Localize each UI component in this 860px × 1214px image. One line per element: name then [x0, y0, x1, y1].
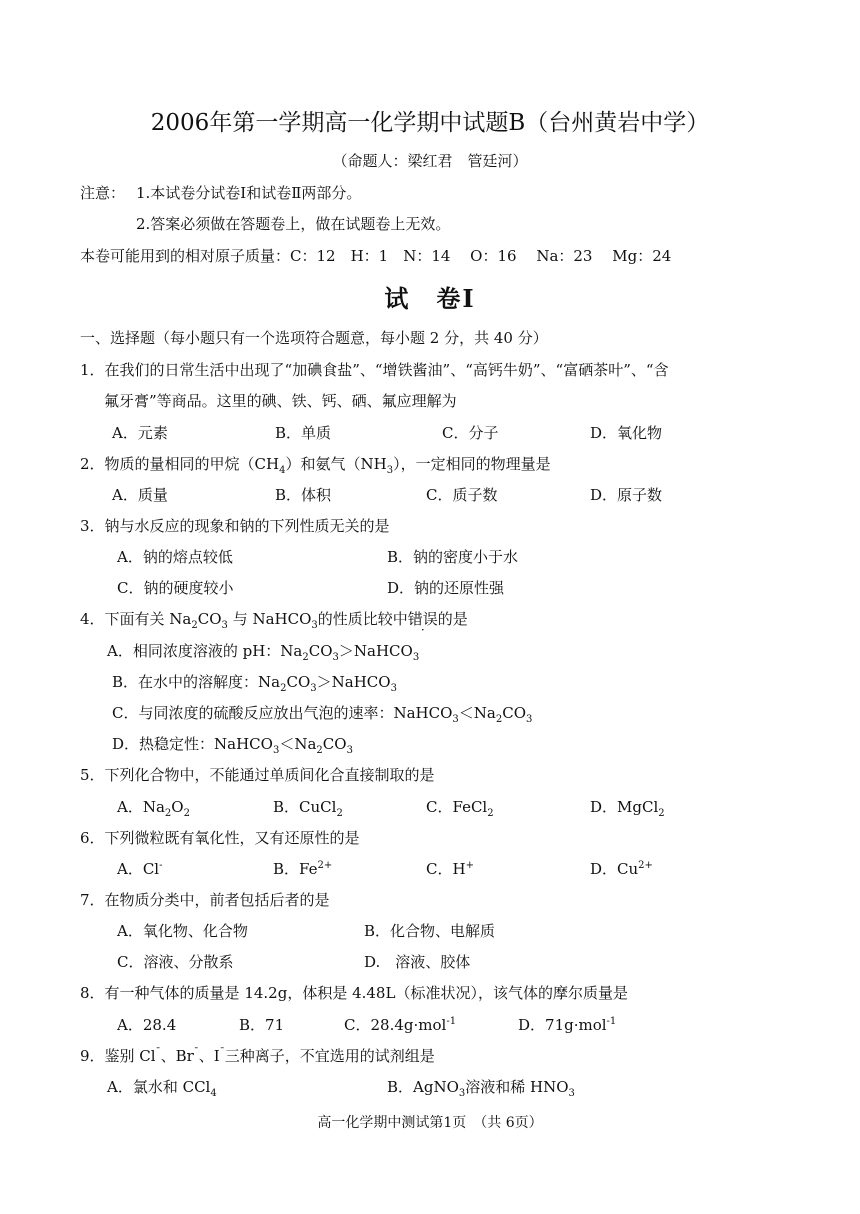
- question-1-option-a: A．元素: [112, 424, 168, 442]
- subscript: 4: [210, 1088, 217, 1099]
- question-3-option-a: A．钠的熔点较低: [117, 548, 233, 566]
- superscript: -1: [606, 1016, 617, 1027]
- authors-line: （命题人：梁红君 管廷河）: [332, 152, 528, 170]
- subscript: 3: [526, 714, 533, 725]
- subscript: 2: [495, 714, 503, 725]
- question-4-option-a: [107, 641, 419, 661]
- superscript: 2+: [317, 860, 333, 871]
- question-5-option-a: [117, 797, 190, 817]
- subscript: 2: [658, 808, 665, 819]
- emphasis-word: 错误: [407, 610, 438, 628]
- question-3-stem: 3．钠与水反应的现象和钠的下列性质无关的是: [80, 517, 390, 535]
- question-7-option-a: A．氧化物、化合物: [117, 922, 248, 940]
- subscript: 2: [191, 620, 198, 631]
- question-9-stem-mid: 、Br: [160, 1047, 194, 1065]
- subscript: 3: [310, 683, 317, 694]
- page-footer: 高一化学期中测试第1页 （共 6页）: [317, 1115, 543, 1131]
- question-7-option-b: B．化合物、电解质: [364, 922, 496, 940]
- question-8-option-d: [518, 1015, 616, 1035]
- option-text: D．71g·mol: [518, 1016, 607, 1034]
- question-4-stem-mid2: 与 NaHCO: [227, 610, 312, 628]
- question-9-option-a: [107, 1077, 217, 1097]
- question-7-stem: 7．在物质分类中，前者包括后者的是: [80, 891, 330, 909]
- subscript: 4: [279, 465, 286, 476]
- subscript: 3: [311, 620, 318, 631]
- question-2-option-c: C．质子数: [426, 486, 498, 504]
- question-4-stem-pre: 4．下面有关 Na: [80, 610, 192, 628]
- question-2-option-a: A．质量: [112, 486, 168, 504]
- subscript: 2: [183, 808, 190, 819]
- option-text: CO: [502, 704, 527, 722]
- option-text: ＜Na: [458, 704, 496, 722]
- option-text: B．Fe: [273, 860, 318, 878]
- question-6-option-c: [426, 859, 474, 879]
- question-4-stem-end: 的是: [437, 610, 468, 628]
- subscript: 2: [487, 808, 494, 819]
- option-text: CO: [308, 642, 333, 660]
- question-4-stem-post: 的性质比较中: [317, 610, 408, 628]
- question-2-stem-mid: ）和氨气（NH: [285, 455, 387, 473]
- subscript: 3: [412, 652, 420, 663]
- question-3-option-c: C．钠的硬度较小: [117, 579, 234, 597]
- question-3-option-d: D．钠的还原性强: [387, 579, 505, 597]
- option-text: ＞NaHCO: [338, 642, 413, 660]
- question-4-option-c: [112, 703, 532, 723]
- option-text: C．28.4g·mol: [344, 1016, 447, 1034]
- subscript: 3: [568, 1088, 575, 1099]
- option-text: O: [171, 798, 184, 816]
- superscript: 2+: [638, 860, 653, 871]
- superscript: ¯: [155, 1047, 161, 1058]
- question-8-option-c: [344, 1015, 456, 1035]
- question-2-option-b: B．体积: [275, 486, 332, 504]
- option-text: A．氯水和 CCl: [107, 1078, 211, 1096]
- question-2-option-d: D．原子数: [590, 486, 663, 504]
- option-text: C．H: [426, 860, 466, 878]
- option-text: B．AgNO: [387, 1078, 459, 1096]
- subscript: 2: [280, 683, 287, 694]
- option-text: B．CuCl: [273, 798, 337, 816]
- question-6-option-b: [273, 859, 332, 879]
- question-8-option-b: B．71: [239, 1016, 285, 1034]
- question-1-stem-line-2: 氟牙膏”等商品。这里的碘、铁、钙、硒、氟应理解为: [104, 392, 457, 410]
- option-text: D．Cu: [590, 860, 639, 878]
- subscript: 2: [336, 808, 343, 819]
- question-7-option-d: D. 溶液、胶体: [364, 953, 471, 971]
- subscript: 2: [302, 652, 309, 663]
- note-item-2: 2.答案必须做在答题卷上，做在试题卷上无效。: [136, 215, 451, 233]
- question-2-stem: [80, 454, 551, 474]
- question-6-stem: 6．下列微粒既有氧化性，又有还原性的是: [80, 829, 360, 847]
- question-4-option-d: [112, 734, 353, 754]
- superscript: -: [159, 860, 163, 871]
- subscript: 3: [332, 652, 339, 663]
- question-1-option-b: B．单质: [275, 424, 332, 442]
- question-4-stem-mid: CO: [197, 610, 222, 628]
- question-8-stem: 8．有一种气体的质量是 14.2g，体积是 4.48L（标准状况），该气体的摩尔质量是: [80, 984, 628, 1002]
- question-9-stem: [80, 1046, 435, 1066]
- option-text: A．Cl: [117, 860, 160, 878]
- question-5-option-b: [273, 797, 343, 817]
- subscript: 3: [272, 745, 280, 756]
- option-text: A．相同浓度溶液的 pH：Na: [107, 642, 303, 660]
- question-5-option-d: [590, 797, 665, 817]
- question-1-option-d: D．氧化物: [590, 424, 663, 442]
- question-4-stem: [80, 609, 468, 629]
- option-text: A．Na: [117, 798, 165, 816]
- question-9-option-b: [387, 1077, 575, 1097]
- option-text: C．FeCl: [426, 798, 488, 816]
- option-text: 溶液和稀 HNO: [465, 1078, 569, 1096]
- option-text: D．MgCl: [590, 798, 659, 816]
- question-5-option-c: [426, 797, 494, 817]
- option-text: CO: [286, 673, 311, 691]
- note-label: 注意：: [80, 184, 126, 202]
- superscript: ¯: [193, 1047, 199, 1058]
- subscript: 2: [164, 808, 172, 819]
- question-6-option-d: [590, 859, 653, 879]
- option-text: ＞NaHCO: [316, 673, 391, 691]
- option-text: CO: [322, 735, 347, 753]
- section-title: 试 卷Ⅰ: [384, 284, 476, 313]
- question-4-option-b: [112, 672, 397, 692]
- subscript: 3: [346, 745, 353, 756]
- subscript: 3: [390, 683, 397, 694]
- question-7-option-c: C．溶液、分散系: [117, 953, 234, 971]
- subscript: 3: [221, 620, 228, 631]
- question-5-stem: 5．下列化合物中，不能通过单质间化合直接制取的是: [80, 766, 435, 784]
- superscript: ¯: [219, 1047, 225, 1058]
- subscript: 3: [452, 714, 459, 725]
- question-9-stem-mid2: 、I: [198, 1047, 220, 1065]
- subscript: 3: [386, 465, 394, 476]
- superscript: +: [465, 860, 474, 871]
- question-9-stem-post: 三种离子，不宜选用的试剂组是: [224, 1047, 435, 1065]
- question-1-option-c: C．分子: [442, 424, 499, 442]
- question-3-option-b: B．钠的密度小于水: [387, 548, 519, 566]
- superscript: -1: [446, 1016, 457, 1027]
- section-intro: 一、选择题（每小题只有一个选项符合题意，每小题 2 分，共 40 分）: [80, 329, 548, 347]
- question-2-stem-pre: 2．物质的量相同的甲烷（CH: [80, 455, 280, 473]
- subscript: 2: [316, 745, 323, 756]
- question-8-option-a: A．28.4: [117, 1016, 177, 1034]
- question-1-stem-line-1: 1．在我们的日常生活中出现了“加碘食盐”、“增铁酱油”、“高钙牛奶”、“富硒茶叶”、“含: [80, 361, 669, 379]
- atomic-masses-line: 本卷可能用到的相对原子质量：C：12 H：1 N：14 O：16 Na：23 Mg：24: [80, 247, 672, 265]
- option-text: D．热稳定性：NaHCO: [112, 735, 273, 753]
- question-9-stem-pre: 9．鉴别 Cl: [80, 1047, 156, 1065]
- option-text: C．与同浓度的硫酸反应放出气泡的速率：NaHCO: [112, 704, 453, 722]
- option-text: B．在水中的溶解度：Na: [112, 673, 281, 691]
- note-item-1: 1.本试卷分试卷Ⅰ和试卷Ⅱ两部分。: [136, 184, 362, 202]
- subscript: 3: [458, 1088, 466, 1099]
- question-2-stem-post: ），一定相同的物理量是: [393, 455, 551, 473]
- option-text: ＜Na: [279, 735, 317, 753]
- question-6-option-a: [117, 859, 163, 879]
- page-title: 2006年第一学期高一化学期中试题B（台州黄岩中学）: [150, 110, 710, 136]
